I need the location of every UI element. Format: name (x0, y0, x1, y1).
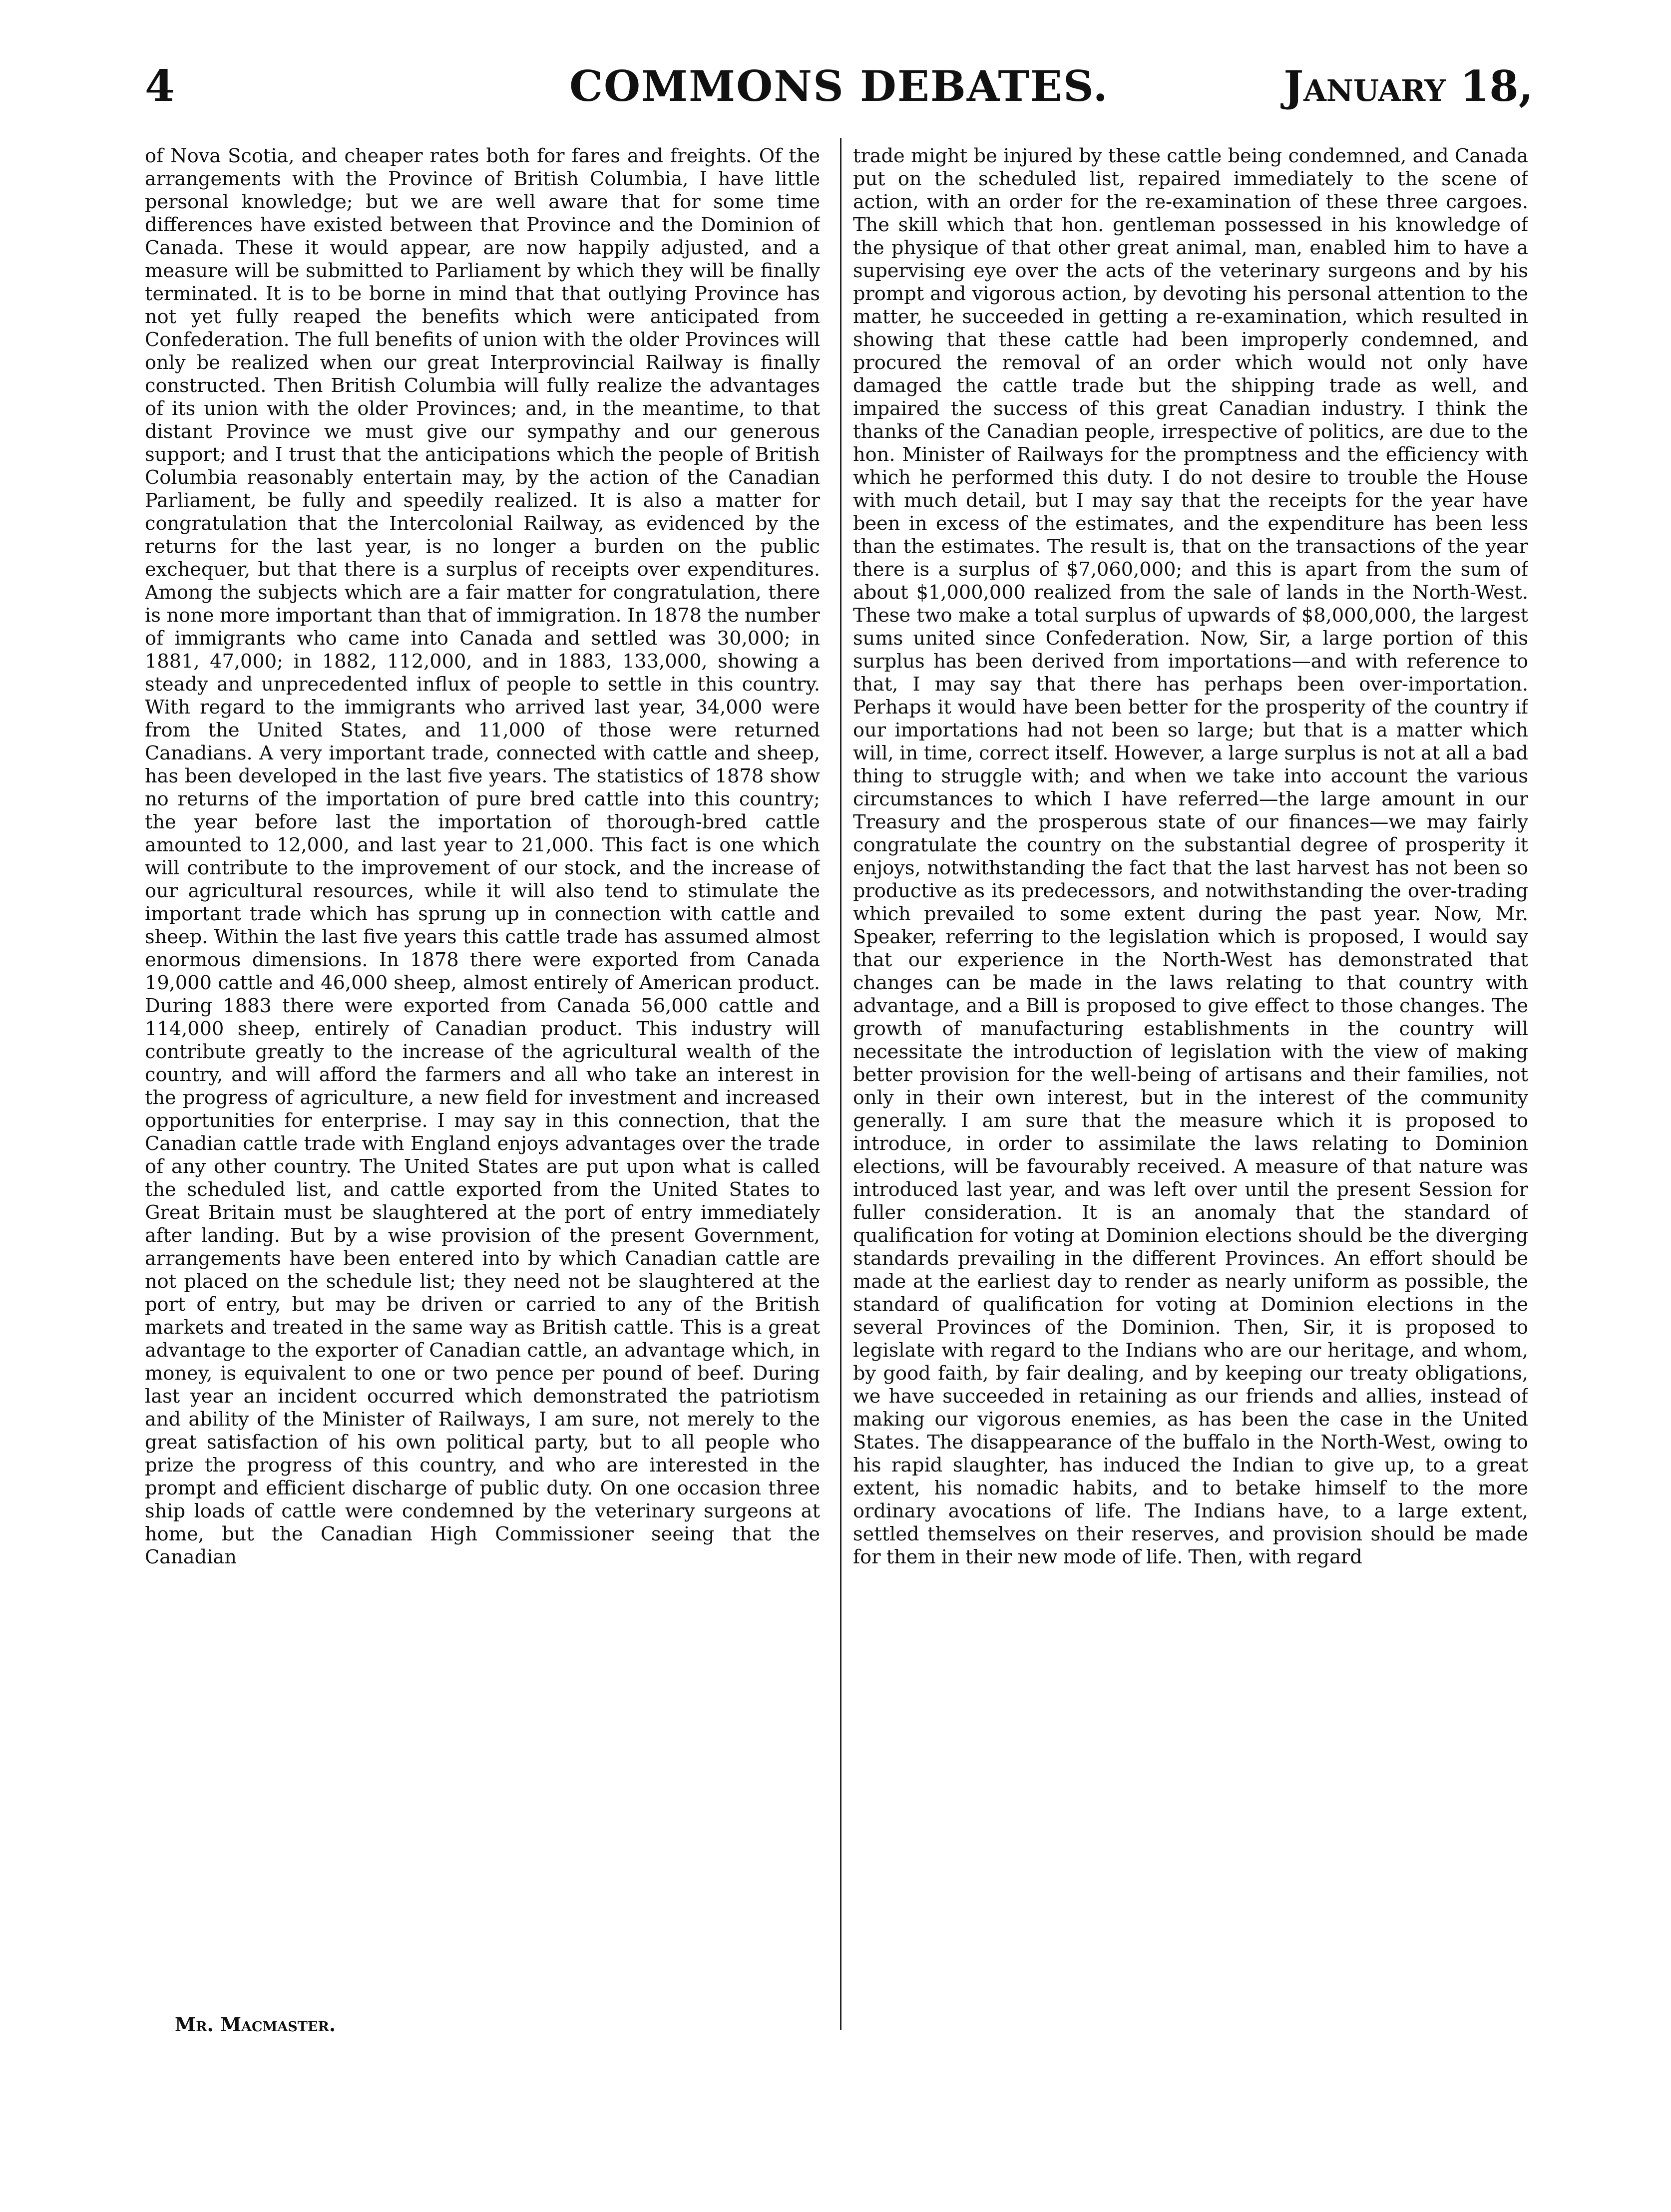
header-date: January 18, (1283, 61, 1533, 111)
right-column (853, 145, 1528, 2010)
speaker-signature: Mr. Macmaster. (175, 2013, 336, 2036)
column-divider (840, 138, 841, 2030)
running-title: COMMONS DEBATES. (569, 61, 1109, 111)
left-column (145, 145, 820, 2010)
page-header (145, 59, 1533, 114)
page-number: 4 (145, 61, 175, 111)
right-column-text: trade might be injured by these cattle being condemned, and Canada put on the scheduled list, repaired immediately to the scene of action, with an order for the re-examination of these three cargoes. The skill which that hon. gentleman possessed in his knowledge of the physique of that other great animal, man, enabled him to have a supervising eye over the acts of the veterinary surgeons and by his prompt and vigorous action, by devoting his personal attention to the matter, he succeeded in getting a re-examination, which resulted in showing that these cattle had been improperly condemned, and procured the removal of an order which would not only have damaged the cattle trade but the shipping trade as well, and impaired the success of this great Canadian industry. I think the thanks of the Canadian people, irrespective of politics, are due to the hon. Minister of Railways for the promptness and the efficiency with which he performed this duty. I do not desire to trouble the House with much detail, but I may say that the receipts for the year have been in excess of the estimates, and the expenditure has been less than the estimates. The result is, that on the transactions of the year there is a surplus of $7,060,000; and this is apart from the sum of about $1,000,000 realized from the sale of lands in the North-West. These two make a total surplus of upwards of $8,000,000, the largest sums united since Confederation. Now, Sir, a large portion of this surplus has been derived from importations—and with reference to that, I may say that there has perhaps been over-importation. Perhaps it would have been better for the prosperity of the country if our importations had not been so large; but that is a matter which will, in time, correct itself. However, a large surplus is not at all a bad thing to struggle with; and when we take into account the various circumstances to which I have referred—the large amount in our Treasury and the prosperous state of our finances—we may fairly congratulate the country on the substantial degree of prosperity it enjoys, notwithstanding the fact that the last harvest has not been so productive as its predecessors, and notwithstanding the over-trading which prevailed to some extent during the past year. Now, Mr. Speaker, referring to the legislation which is proposed, I would say that our experience in the North-West has demonstrated that changes can be made in the laws relating to that country with advantage, and a Bill is proposed to give effect to those changes. The growth of manufacturing establishments in the country will necessitate the introduction of legislation with the view of making better provision for the well-being of artisans and their families, not only in their own interest, but in the interest of the community generally. I am sure that the measure which it is proposed to introduce, in order to assimilate the laws relating to Dominion elections, will be favourably received. A measure of that nature was introduced last year, and was left over until the present Session for fuller consideration. It is an anomaly that the standard of qualification for voting at Dominion elections should be the diverging standards prevailing in the different Provinces. An effort should be made at the earliest day to render as nearly uniform as possible, the standard of qualification for voting at Dominion elections in the several Provinces of the Dominion. Then, Sir, it is proposed to legislate with regard to the Indians who are our heritage, and whom, by good faith, by fair dealing, and by keeping our treaty obligations, we have succeeded in retaining as our friends and allies, instead of making our vigorous enemies, as has been the case in the United States. The disappearance of the buffalo in the North-West, owing to his rapid slaughter, has induced the Indian to give up, to a great extent, his nomadic habits, and to betake himself to the more ordinary avocations of life. The Indians have, to a large extent, settled themselves on their reserves, and provision should be made for them in their new mode of life. Then, with regard (853, 145, 1528, 1568)
left-column-text: of Nova Scotia, and cheaper rates both for fares and freights. Of the arrangements with the Province of British Columbia, I have little personal knowledge; but we are well aware that for some time differences have existed between that Province and the Dominion of Canada. These it would appear, are now happily adjusted, and a measure will be submitted to Parliament by which they will be finally terminated. It is to be borne in mind that that outlying Province has not yet fully reaped the benefits which were anticipated from Confederation. The full benefits of union with the older Provinces will only be realized when our great Interprovincial Railway is finally constructed. Then British Columbia will fully realize the advantages of its union with the older Provinces; and, in the meantime, to that distant Province we must give our sympathy and our generous support; and I trust that the anticipations which the people of British Columbia reasonably entertain may, by the action of the Canadian Parliament, be fully and speedily realized. It is also a matter for congratulation that the Intercolonial Railway, as evidenced by the returns for the last year, is no longer a burden on the public exchequer, but that there is a surplus of receipts over expenditures. Among the subjects which are a fair matter for congratulation, there is none more important than that of immigration. In 1878 the number of immigrants who came into Canada and settled was 30,000; in 1881, 47,000; in 1882, 112,000, and in 1883, 133,000, showing a steady and unprecedented influx of people to settle in this country. With regard to the immigrants who arrived last year, 34,000 were from the United States, and 11,000 of those were returned Canadians. A very important trade, connected with cattle and sheep, has been developed in the last five years. The statistics of 1878 show no returns of the importation of pure bred cattle into this country; the year before last the importation of thorough-bred cattle amounted to 12,000, and last year to 21,000. This fact is one which will contribute to the improvement of our stock, and the increase of our agricultural resources, while it will also tend to stimulate the important trade which has sprung up in connection with cattle and sheep. Within the last five years this cattle trade has assumed almost enormous dimensions. In 1878 there were exported from Canada 19,000 cattle and 46,000 sheep, almost entirely of American product. During 1883 there were exported from Canada 56,000 cattle and 114,000 sheep, entirely of Canadian product. This industry will contribute greatly to the increase of the agricultural wealth of the country, and will afford the farmers and all who take an interest in the progress of agriculture, a new field for investment and increased opportunities for enterprise. I may say in this connection, that the Canadian cattle trade with England enjoys advantages over the trade of any other country. The United States are put upon what is called the scheduled list, and cattle exported from the United States to Great Britain must be slaughtered at the port of entry immediately after landing. But by a wise provision of the present Government, arrangements have been entered into by which Canadian cattle are not placed on the schedule list; they need not be slaughtered at the port of entry, but may be driven or carried to any of the British markets and treated in the same way as British cattle. This is a great advantage to the exporter of Canadian cattle, an advantage which, in money, is equivalent to one or two pence per pound of beef. During last year an incident occurred which demonstrated the patriotism and ability of the Minister of Railways, I am sure, not merely to the great satisfaction of his own political party, but to all people who prize the progress of this country, and who are interested in the prompt and efficient discharge of public duty. On one occasion three ship loads of cattle were condemned by the veterinary surgeons at home, but the Canadian High Commissioner seeing that the Canadian (145, 145, 820, 1568)
